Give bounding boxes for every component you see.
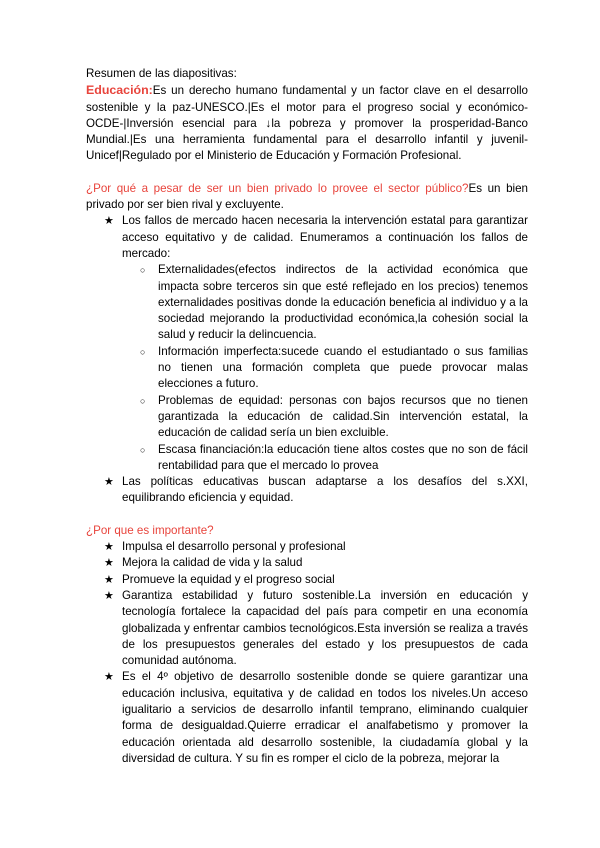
list-item-text: Las políticas educativas buscan adaptarse a los desafíos del s.XXI, equilibrando eficiencia y equidad. bbox=[122, 475, 528, 505]
sublist-item bbox=[122, 344, 528, 393]
sublist-item-text: Escasa financiación:la educación tiene altos costes que no son de fácil rentabilidad para que el mercado lo provea bbox=[158, 442, 528, 472]
list-item-text: Los fallos de mercado hacen necesaria la intervención estatal para garantizar acceso equitativo y de calidad. Enumeramos a continuación los fallos de mercado: bbox=[122, 214, 528, 260]
circle-bullet-icon: ○ bbox=[140, 444, 146, 455]
star-bullet-icon: ★ bbox=[104, 476, 114, 489]
list-item bbox=[86, 213, 528, 474]
sublist-item-text: Problemas de equidad: personas con bajos recursos que no tienen garantizada la educación de calidad.Sin intervención estatal, la educación de calidad sería un bien excluible. bbox=[158, 393, 528, 440]
list-item-text: Impulsa el desarrollo personal y profesional bbox=[122, 540, 346, 554]
section2-list bbox=[86, 539, 528, 767]
list-item-text: Mejora la calidad de vida y la salud bbox=[122, 556, 303, 570]
star-bullet-icon: ★ bbox=[104, 573, 114, 586]
sublist-item-text: Información imperfecta:sucede cuando el estudiantado o sus familias no tienen una formación completa que puede provocar malas elecciones a futuro. bbox=[158, 344, 528, 391]
star-bullet-icon: ★ bbox=[104, 541, 114, 554]
list-item-text: Garantiza estabilidad y futuro sostenible.La inversión en educación y tecnología fortalece la capacidad del país para competir en una economía globalizada y enfrentar cambios tecnológicos.Esta inversión se realiza a través de los presupuestos generales del estado y los presupuestos de cada comunidad autónoma. bbox=[122, 588, 528, 668]
list-item bbox=[86, 474, 528, 507]
star-bullet-icon: ★ bbox=[104, 215, 114, 228]
circle-bullet-icon: ○ bbox=[140, 395, 146, 406]
spacer bbox=[86, 165, 528, 181]
summary-body: Es un derecho humano fundamental y un factor clave en el desarrollo sostenible y la paz-UNESCO.|Es el motor para el progreso social y económico-OCDE-|Inversión esencial para ↓la pobreza y promover la prosperidad-Banco Mundial.|Es una herramienta fundamental para el desarrollo infantil y juvenil-Unicef|Regulado por el Ministerio de Educación y Formación Profesional. bbox=[86, 84, 528, 163]
list-item bbox=[86, 669, 528, 767]
section1-paragraph bbox=[86, 181, 528, 214]
list-item-text: Promueve la equidad y el progreso social bbox=[122, 572, 335, 586]
section1-answer: Es un bien privado por ser bien rival y excluyente. bbox=[86, 181, 528, 212]
spacer bbox=[86, 507, 528, 523]
sublist bbox=[122, 262, 528, 474]
summary-paragraph bbox=[86, 82, 528, 164]
star-bullet-icon: ★ bbox=[104, 557, 114, 570]
sublist-item bbox=[122, 442, 528, 475]
circle-bullet-icon: ○ bbox=[140, 265, 146, 276]
list-item bbox=[86, 539, 528, 555]
sublist-item bbox=[122, 393, 528, 442]
circle-bullet-icon: ○ bbox=[140, 346, 146, 357]
section1-list bbox=[86, 213, 528, 506]
star-bullet-icon: ★ bbox=[104, 589, 114, 602]
section2-question: ¿Por que es importante? bbox=[86, 523, 214, 537]
sublist-item bbox=[122, 262, 528, 343]
list-item bbox=[86, 555, 528, 571]
list-item bbox=[86, 572, 528, 588]
list-item-text: Es el 4º objetivo de desarrollo sostenible donde se quiere garantizar una educación inclusiva, equitativa y de calidad en todos los niveles.Un acceso igualitario a servicios de desarrollo infantil temprano, eliminando cualquier forma de desigualdad.Quierre erradicar el analfabetismo y promover la educación orientada ald desarrollo sostenible, la ciudadamía global y la diversidad de cultura. Y su fin es romper el ciclo de la pobreza, mejorar la bbox=[122, 670, 528, 765]
summary-heading: Resumen de las diapositivas: bbox=[86, 67, 237, 80]
star-bullet-icon: ★ bbox=[104, 671, 114, 684]
list-item bbox=[86, 588, 528, 669]
summary-lead: Educación: bbox=[86, 83, 153, 98]
sublist-item-text: Externalidades(efectos indirectos de la actividad económica que impacta sobre terceros sin que esté reflejado en los precios) tenemos externalidades positivas donde la educación beneficia al individuo y a la sociedad mejorando la productividad económica,la cohesión social la salud y reducir la delincuencia. bbox=[158, 263, 528, 342]
section1-question: ¿Por qué a pesar de ser un bien privado lo provee el sector público? bbox=[86, 181, 469, 195]
